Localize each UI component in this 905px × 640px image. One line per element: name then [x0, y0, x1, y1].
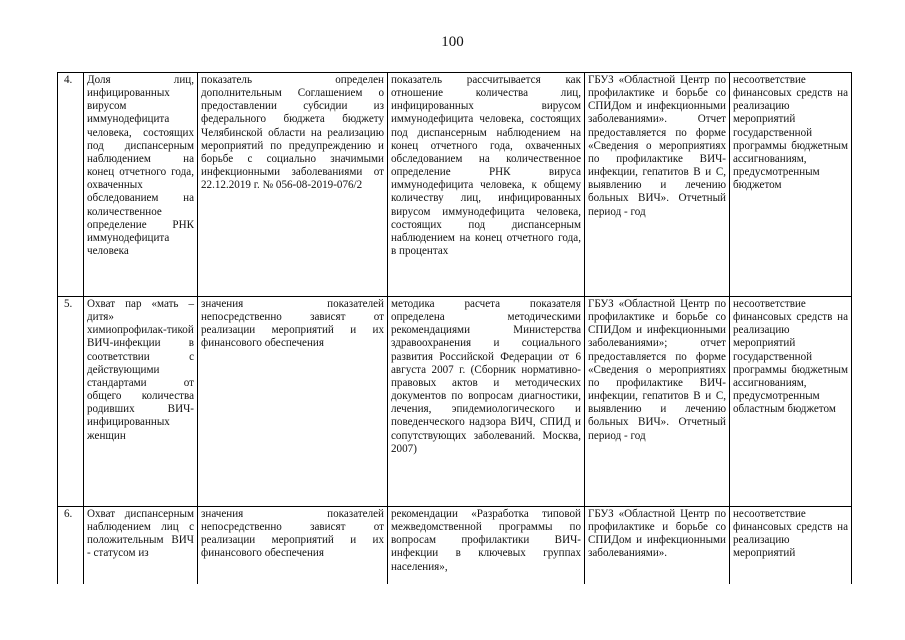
risk-cell: несоответствие финансовых средств на реализацию мероприятий государственной программы бюджетным ассигнованиям, предусмотренным бюджетом [730, 73, 852, 297]
source-cell: ГБУЗ «Областной Центр по профилактике и борьбе со СПИДом и инфекционными заболеваниями»; отчет предоставляется по форме «Сведения о мероприятиях по профилактике ВИЧ-инфекции, гепатитов В и С, выявлению и лечению больных ВИЧ». Отчетный период - год [585, 297, 730, 507]
row-number: 5. [58, 297, 84, 507]
source-cell: ГБУЗ «Областной Центр по профилактике и борьбе со СПИДом и инфекционными заболеваниями». Отчет предоставляется по форме «Сведения о мероприятиях по профилактике ВИЧ-инфекции, гепатитов В и С, выявлению и лечению больных ВИЧ». Отчетный период - год [585, 73, 730, 297]
row-number: 4. [58, 73, 84, 297]
risk-cell: несоответствие финансовых средств на реализацию мероприятий [730, 507, 852, 585]
risk-cell: несоответствие финансовых средств на реализацию мероприятий государственной программы бюджетным ассигнованиям, предусмотренным областным бюджетом [730, 297, 852, 507]
basis-cell: показатель определен дополнительным Соглашением о предоставлении субсидии из федерального бюджета бюджету Челябинской области на реализацию мероприятий по предупреждению и борьбе с социально значимыми инфекционными заболеваниями от 22.12.2019 г. № 056-08-2019-076/2 [198, 73, 388, 297]
indicator-cell: Охват пар «мать – дитя» химиопрофилак-тикой ВИЧ-инфекции в соответствии с действующими стандартами от общего количества родивших ВИЧ-инфицированных женщин [84, 297, 198, 507]
method-cell: методика расчета показателя определена методическими рекомендациями Министерства здравоохранения и социального развития Российской Федерации от 6 августа 2007 г. (Сборник нормативно-правовых актов и методических документов по вопросам диагностики, лечения, эпидемиологического и поведенческого надзора ВИЧ, СПИД и сопутствующих заболеваний. Москва, 2007) [388, 297, 585, 507]
indicator-cell: Доля лиц, инфицированных вирусом иммунодефицита человека, состоящих под диспансерным наблюдением на конец отчетного года, охваченных обследованием на количественное определение РНК иммунодефицита человека [84, 73, 198, 297]
indicators-table [57, 72, 852, 584]
method-cell: показатель рассчитывается как отношение количества лиц, инфицированных вирусом иммунодефицита человека, состоящих под диспансерным наблюдением на конец отчетного года, охваченных обследованием на количественное определение РНК вируса иммунодефицита человека, к общему количеству лиц, инфицированных вирусом иммунодефицита человека, состоящих под диспансерным наблюдением на конец отчетного года, в процентах [388, 73, 585, 297]
basis-cell: значения показателей непосредственно зависят от реализации мероприятий и их финансового обеспечения [198, 297, 388, 507]
basis-cell: значения показателей непосредственно зависят от реализации мероприятий и их финансового обеспечения [198, 507, 388, 585]
method-cell: рекомендации «Разработка типовой межведомственной программы по вопросам профилактики ВИЧ-инфекции в ключевых группах населения», [388, 507, 585, 585]
table-row [58, 297, 852, 507]
table-row [58, 507, 852, 585]
page-number: 100 [441, 34, 464, 50]
indicator-cell: Охват диспансерным наблюдением лиц с положительным ВИЧ - статусом из [84, 507, 198, 585]
row-number: 6. [58, 507, 84, 585]
table-row [58, 73, 852, 297]
source-cell: ГБУЗ «Областной Центр по профилактике и борьбе со СПИДом и инфекционными заболеваниями». [585, 507, 730, 585]
